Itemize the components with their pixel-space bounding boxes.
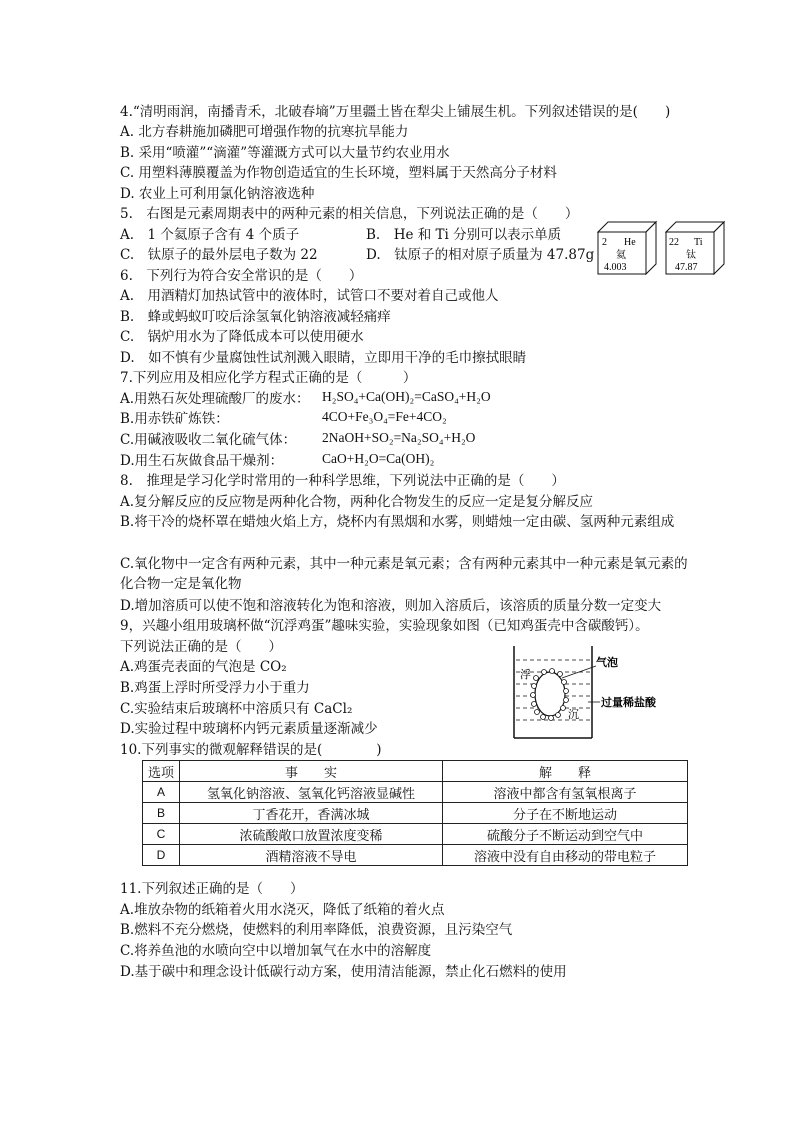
q6-option-b: B. 蜂或蚂蚁叮咬后涂氢氧化钠溶液减轻痛痒 xyxy=(120,309,391,325)
q9-stem-line2: 下列说法正确的是（ ） xyxy=(120,639,282,655)
q4-option-b: B. 采用“喷灌”“滴灌”等灌溉方式可以大量节约农业用水 xyxy=(120,145,450,161)
q4-option-c: C. 用塑料薄膜覆盖为作物创造适宜的生长环境，塑料属于天然高分子材料 xyxy=(120,165,557,181)
q6-option-d: D. 如不慎有少量腐蚀性试剂溅入眼睛，立即用干净的毛巾擦拭眼睛 xyxy=(120,350,527,366)
helium-element-card xyxy=(596,220,660,276)
q9-option-a: A.鸡蛋壳表面的气泡是 CO₂ xyxy=(120,659,287,675)
q11-option-b: B.燃料不充分燃烧，使燃料的利用率降低，浪费资源，且污染空气 xyxy=(120,922,513,938)
table-header-row xyxy=(143,761,688,782)
q10-table xyxy=(142,760,688,866)
titanium-element-card xyxy=(664,220,728,276)
he-number: 2 xyxy=(602,237,607,248)
q7-option-a-label: A.用熟石灰处理硫酸厂的废水： xyxy=(120,391,310,407)
q5-option-d: D. 钛原子的相对原子质量为 47.87g xyxy=(366,247,595,263)
q6-option-a: A. 用酒精灯加热试管中的液体时，试管口不要对着自己或他人 xyxy=(120,288,499,304)
q6-stem: 6. 下列行为符合安全常识的是（ ） xyxy=(120,268,363,284)
table-row: A 氢氧化钠溶液、氢氧化钙溶液显碱性 溶液中都含有氢氧根离子 xyxy=(143,782,688,803)
q7-stem: 7.下列应用及相应化学方程式正确的是（ ） xyxy=(120,370,417,386)
q4-option-a: A. 北方春耕施加磷肥可增强作物的抗寒抗旱能力 xyxy=(120,124,409,140)
q7-option-d-equation: CaO+H₂O=Ca(OH)₂ xyxy=(322,451,435,466)
q5-option-b: B. He 和 Ti 分别可以表示单质 xyxy=(366,227,562,243)
he-symbol: He xyxy=(624,237,636,248)
q11-option-a: A.堆放杂物的纸箱着火用水浇灭，降低了纸箱的着火点 xyxy=(120,902,445,918)
q7-option-d-label: D.用生石灰做食品干燥剂： xyxy=(120,453,284,469)
header-explanation: 解 释 xyxy=(443,761,688,782)
bubble-label: 气泡 xyxy=(596,656,618,669)
q8-option-a: A.复分解反应的反应物是两种化合物，两种化合物发生的反应一定是复分解反应 xyxy=(120,494,594,510)
q5-option-c: C. 钛原子的最外层电子数为 22 xyxy=(120,247,318,263)
he-mass: 4.003 xyxy=(604,262,627,273)
ti-mass: 47.87 xyxy=(675,262,698,273)
q9-option-d: D.实验过程中玻璃杯内钙元素质量逐渐减少 xyxy=(120,721,378,737)
q11-stem: 11.下列叙述正确的是（ ） xyxy=(120,881,304,897)
q5-option-a: A. 1 个氦原子含有 4 个质子 xyxy=(120,227,300,243)
q10-stem: 10.下列事实的微观解释错误的是( ) xyxy=(120,742,382,758)
q8-option-c: C.氧化物中一定含有两种元素，其中一种元素是氧元素；含有两种元素其中一种元素是氧元素的化合物一定是氧化物 xyxy=(120,556,688,592)
floating-egg-figure xyxy=(500,640,670,745)
q7-option-c-label: C.用碱液吸收二氧化硫气体： xyxy=(120,432,297,448)
q7-option-c-equation: 2NaOH+SO₂=Na₂SO₄+H₂O xyxy=(322,430,476,445)
q5-stem: 5. 右图是元素周期表中的两种元素的相关信息，下列说法正确的是（ ） xyxy=(120,206,579,222)
q9-option-c: C.实验结束后玻璃杯中溶质只有 CaCl₂ xyxy=(120,701,353,717)
acid-label: 过量稀盐酸 xyxy=(601,696,656,709)
header-fact: 事 实 xyxy=(180,761,443,782)
q7-option-b-label: B.用赤铁矿炼铁： xyxy=(120,411,229,427)
q9-option-b: B.鸡蛋上浮时所受浮力小于重力 xyxy=(120,680,310,696)
q7-option-b-equation: 4CO+Fe₃O₄=Fe+4CO₂ xyxy=(322,409,447,424)
q11-option-d: D.基于碳中和理念设计低碳行动方案，使用清洁能源，禁止化石燃料的使用 xyxy=(120,964,567,980)
table-row: B 丁香花开，香满冰城 分子在不断地运动 xyxy=(143,803,688,824)
q4-stem: 4.“清明雨润，南播青禾，北破春墒”万里疆土皆在犁尖上铺展生机。下列叙述错误的是( ) xyxy=(120,104,671,120)
sink-label: 沉 xyxy=(568,708,579,721)
q6-option-c: C. 锅炉用水为了降低成本可以使用硬水 xyxy=(120,329,364,345)
ti-number: 22 xyxy=(669,237,679,248)
table-row: D 酒精溶液不导电 溶液中没有自由移动的带电粒子 xyxy=(143,845,688,866)
he-name: 氦 xyxy=(616,250,626,261)
q8-option-d: D.增加溶质可以使不饱和溶液转化为饱和溶液，则加入溶质后，该溶质的质量分数一定变大 xyxy=(120,598,662,614)
q8-stem: 8. 推理是学习化学时常用的一种科学思维，下列说法中正确的是（ ） xyxy=(120,473,565,489)
q11-option-c: C.将养鱼池的水喷向空中以增加氧气在水中的溶解度 xyxy=(120,943,432,959)
q9-stem-line1: 9，兴趣小组用玻璃杯做“沉浮鸡蛋”趣味实验，实验现象如图（已知鸡蛋壳中含碳酸钙）。 xyxy=(120,618,649,634)
ti-name: 钛 xyxy=(686,250,696,261)
q4-option-d: D. 农业上可利用氯化钠溶液选种 xyxy=(120,186,315,202)
table-row: C 浓硫酸敞口放置浓度变稀 硫酸分子不断运动到空气中 xyxy=(143,824,688,845)
q7-option-a-equation: H₂SO₄+Ca(OH)₂=CaSO₄+H₂O xyxy=(322,389,491,404)
float-label: 浮 xyxy=(520,668,531,681)
header-option: 选项 xyxy=(143,761,180,782)
q8-option-b: B.将干冷的烧杯罩在蜡烛火焰上方，烧杯内有黑烟和水雾，则蜡烛一定由碳、氢两种元素组成 xyxy=(120,514,675,530)
ti-symbol: Ti xyxy=(694,237,703,248)
